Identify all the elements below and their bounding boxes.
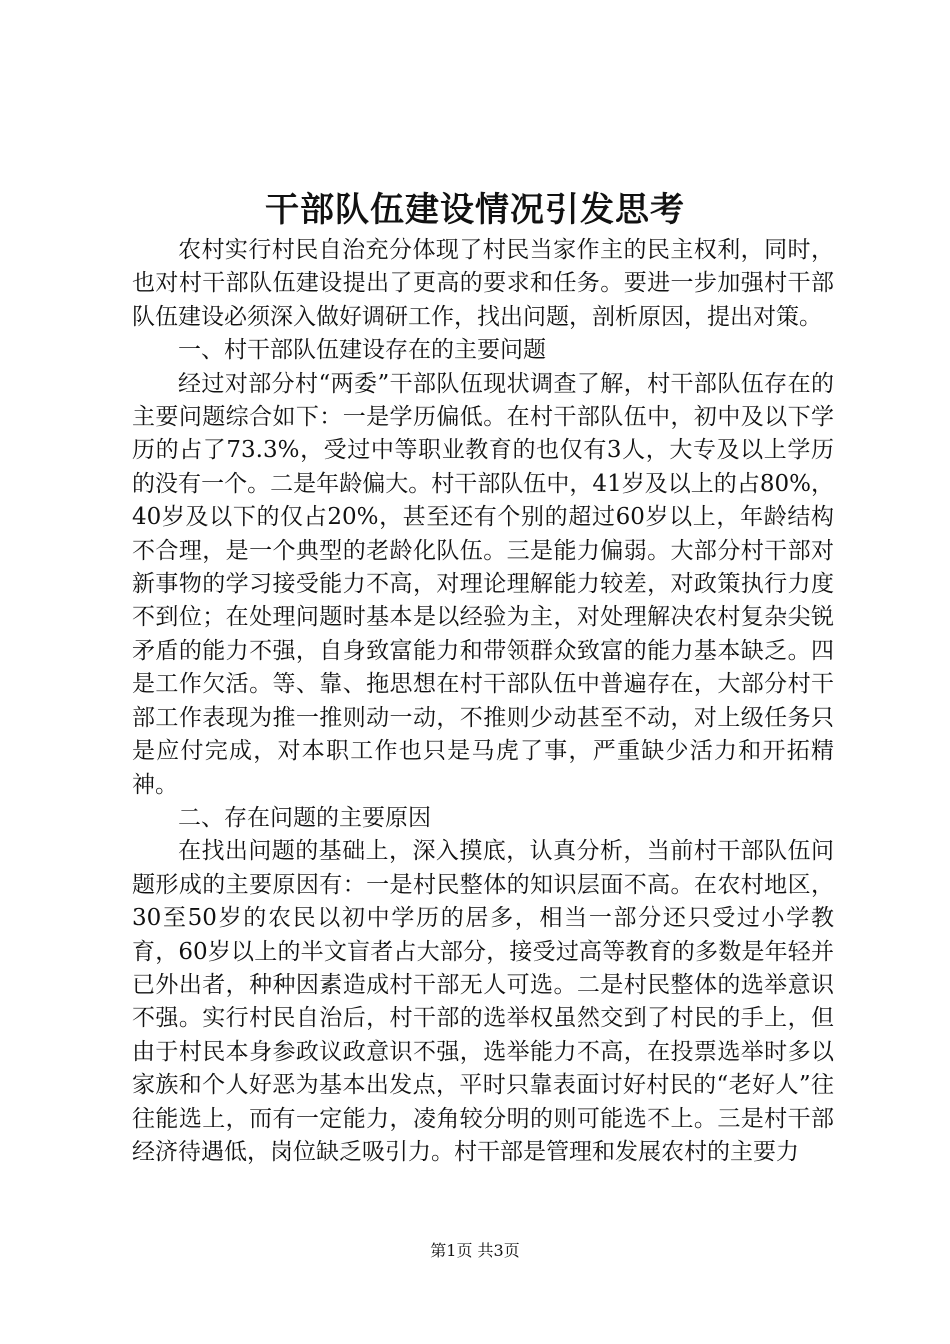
section-heading-problems: 一、村干部队伍建设存在的主要问题: [178, 337, 546, 364]
page-number-footer: 第1页 共3页: [430, 1241, 520, 1260]
paragraph-causes: 在找出问题的基础上，深入摸底，认真分析，当前村干部队伍问题形成的主要原因有：一是村民整体的知识层面不高。在农村地区，30至50岁的农民以初中学历的居多，相当一部分还只受过小学教育，60岁以上的半文盲者占大部分，接受过高等教育的多数是年轻并已外出者，种种因素造成村干部无人可选。二是村民整体的选举意识不强。实行村民自治后，村干部的选举权虽然交到了村民的手上，但由于村民本身参政议政意识不强，选举能力不高，在投票选举时多以家族和个人好恶为基本出发点，平时只靠表面讨好村民的“老好人”往往能选上，而有一定能力，凌角较分明的则可能选不上。三是村干部经济待遇低，岗位缺乏吸引力。村干部是管理和发展农村的主要力: [132, 838, 834, 1165]
paragraph-problems: 经过对部分村“两委”干部队伍现状调查了解，村干部队伍存在的主要问题综合如下：一是学历偏低。在村干部队伍中，初中及以下学历的占了73.3%，受过中等职业教育的也仅有3人，大专及以上学历的没有一个。二是年龄偏大。村干部队伍中，41岁及以上的占80%，40岁及以下的仅占20%，甚至还有个别的超过60岁以上，年龄结构不合理，是一个典型的老龄化队伍。三是能力偏弱。大部分村干部对新事物的学习接受能力不高，对理论理解能力较差，对政策执行力度不到位；在处理问题时基本是以经验为主，对处理解决农村复杂尖锐矛盾的能力不强，自身致富能力和带领群众致富的能力基本缺乏。四是工作欠活。等、靠、拖思想在村干部队伍中普遍存在，大部分村干部工作表现为推一推则动一动，不推则少动甚至不动，对上级任务只是应付完成，对本职工作也只是马虎了事，严重缺少活力和开拓精神。: [132, 370, 834, 798]
paragraph-intro: 农村实行村民自治充分体现了村民当家作主的民主权利，同时，也对村干部队伍建设提出了更高的要求和任务。要进一步加强村干部队伍建设必须深入做好调研工作，找出问题，剖析原因，提出对策。: [132, 237, 834, 330]
document-body: [132, 234, 834, 1169]
section-heading-causes: 二、存在问题的主要原因: [178, 804, 431, 831]
document-title: 干部队伍建设情况引发思考: [265, 190, 685, 230]
